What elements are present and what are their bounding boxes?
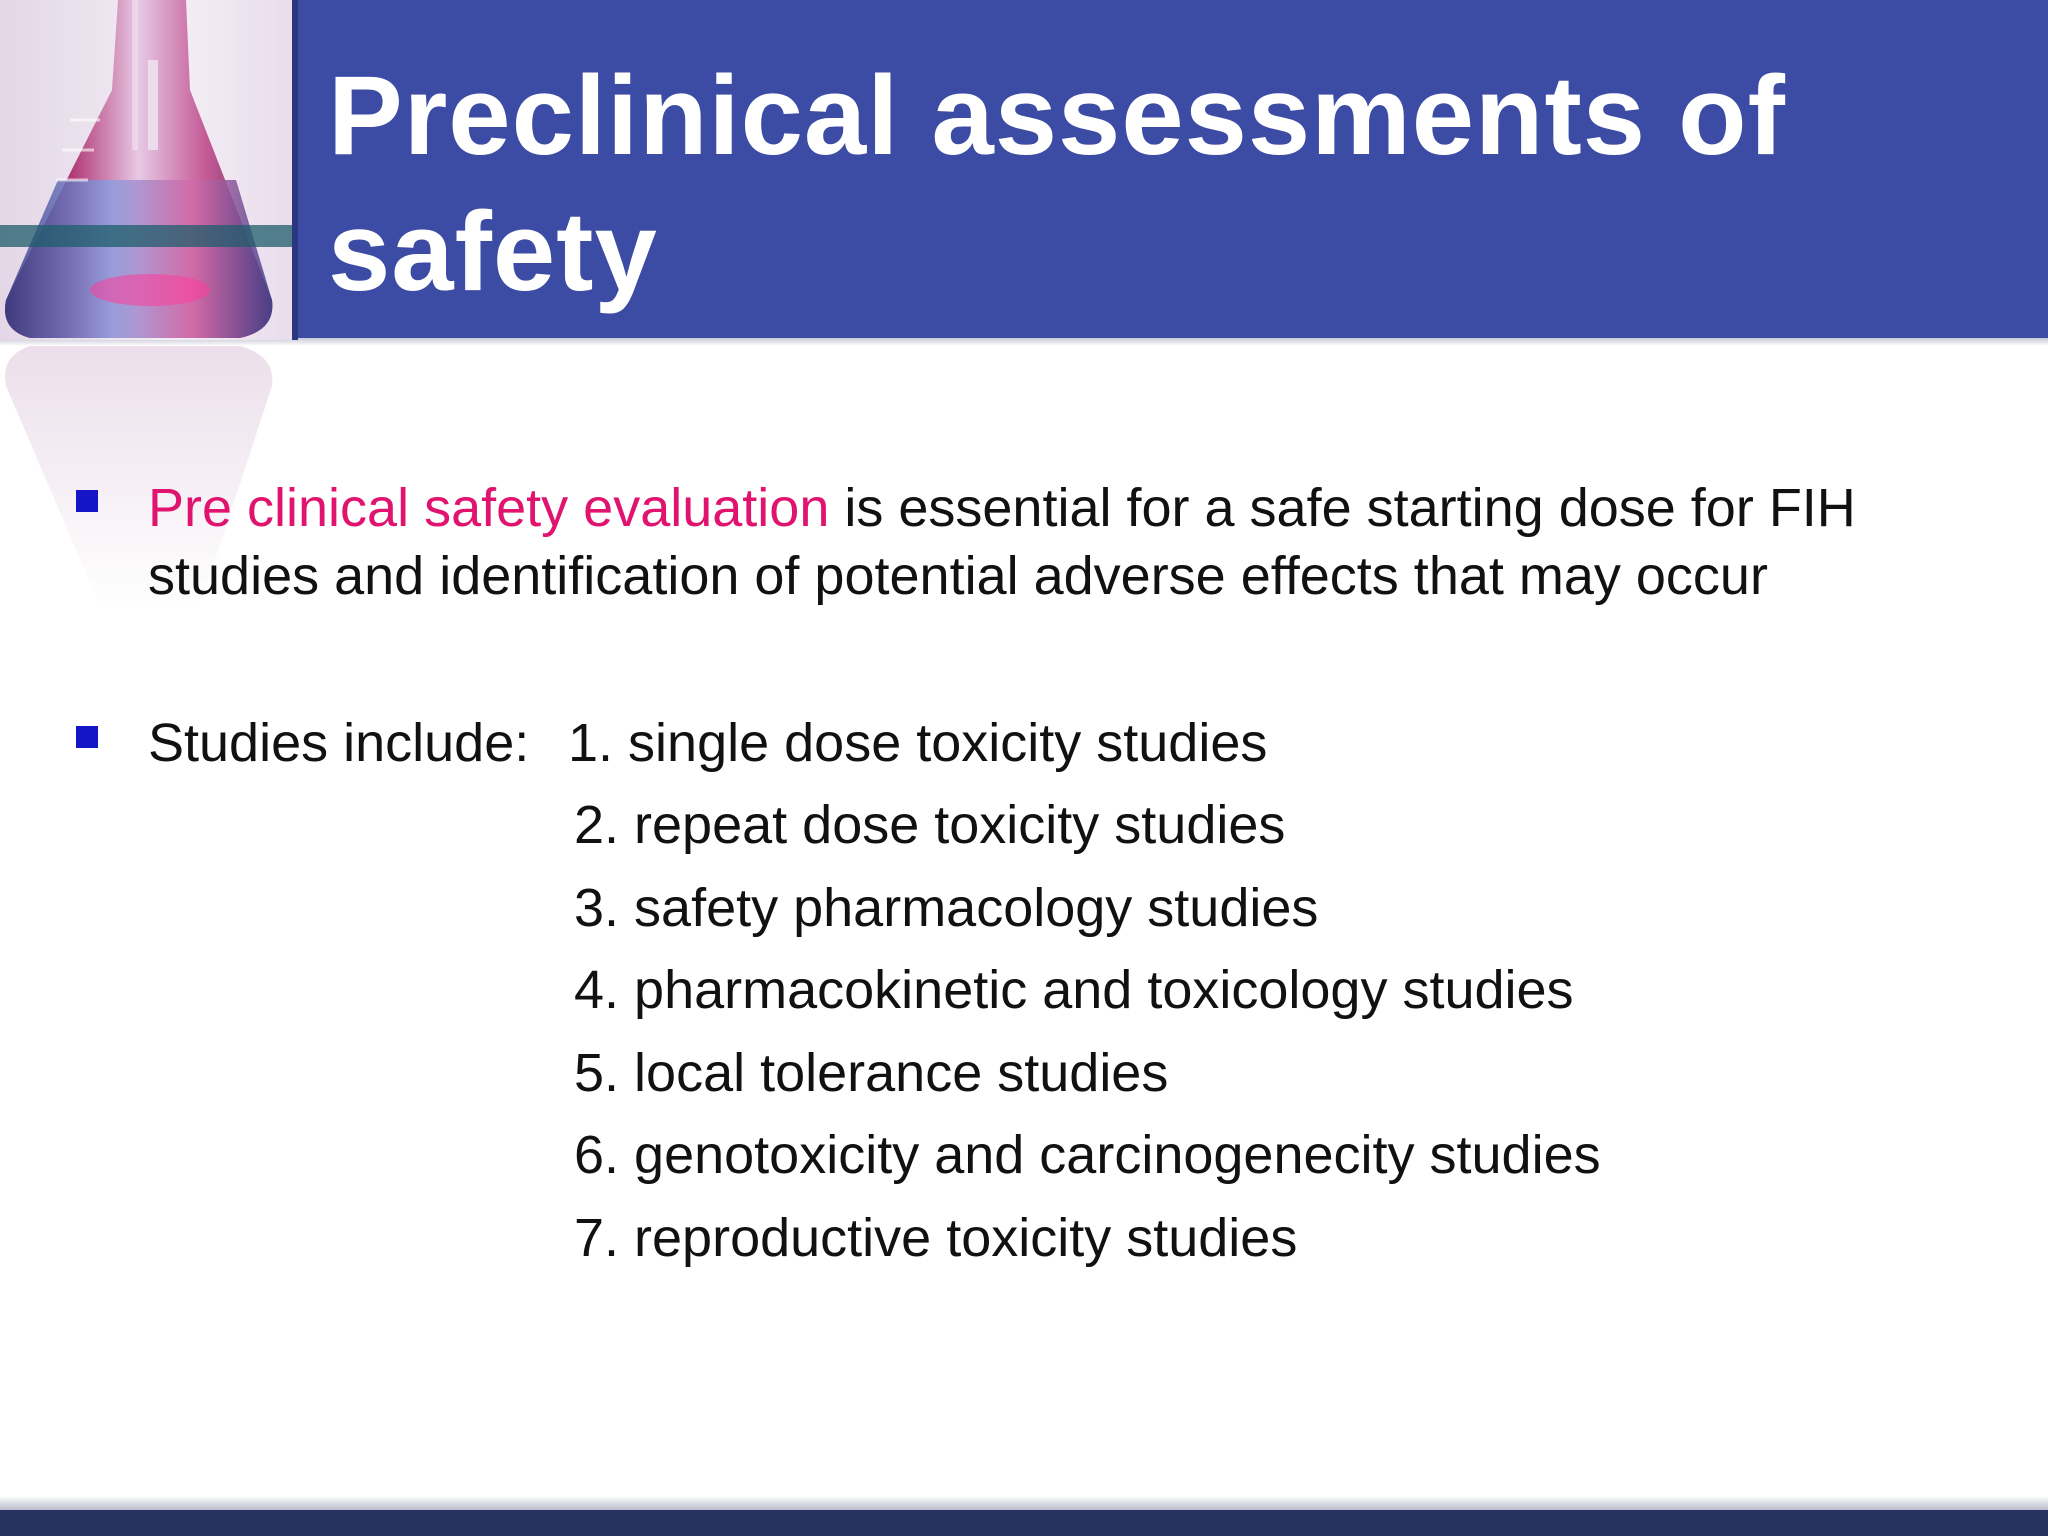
study-item-6: 6. genotoxicity and carcinogenecity studies [574, 1125, 1601, 1185]
bullet-1-text [148, 474, 1978, 610]
study-item-1: 1. single dose toxicity studies [568, 713, 1268, 773]
study-item-3: 3. safety pharmacology studies [574, 878, 1319, 938]
square-bullet-icon [76, 726, 98, 748]
bullet-1-rest: is essential for a safe starting dose for FIH studies and identification of potential adverse effects that may occur [148, 478, 1856, 606]
study-item-2: 2. repeat dose toxicity studies [574, 795, 1286, 855]
bullet-1-highlight: Pre clinical safety evaluation [148, 478, 830, 538]
footer-bar [0, 1510, 2048, 1536]
bullet-2-lead: Studies include: [148, 713, 545, 773]
slide-title: Preclinical assessments of safety [328, 53, 1786, 314]
flask-icon [0, 0, 296, 340]
photo-divider [292, 0, 298, 340]
study-item-5: 5. local tolerance studies [574, 1043, 1169, 1103]
flask-photo [0, 0, 296, 340]
footer-shadow [0, 1496, 2048, 1510]
header-shadow [0, 338, 2048, 346]
square-bullet-icon [76, 490, 98, 512]
study-item-4: 4. pharmacokinetic and toxicology studies [574, 960, 1574, 1020]
study-item-7: 7. reproductive toxicity studies [574, 1208, 1298, 1268]
